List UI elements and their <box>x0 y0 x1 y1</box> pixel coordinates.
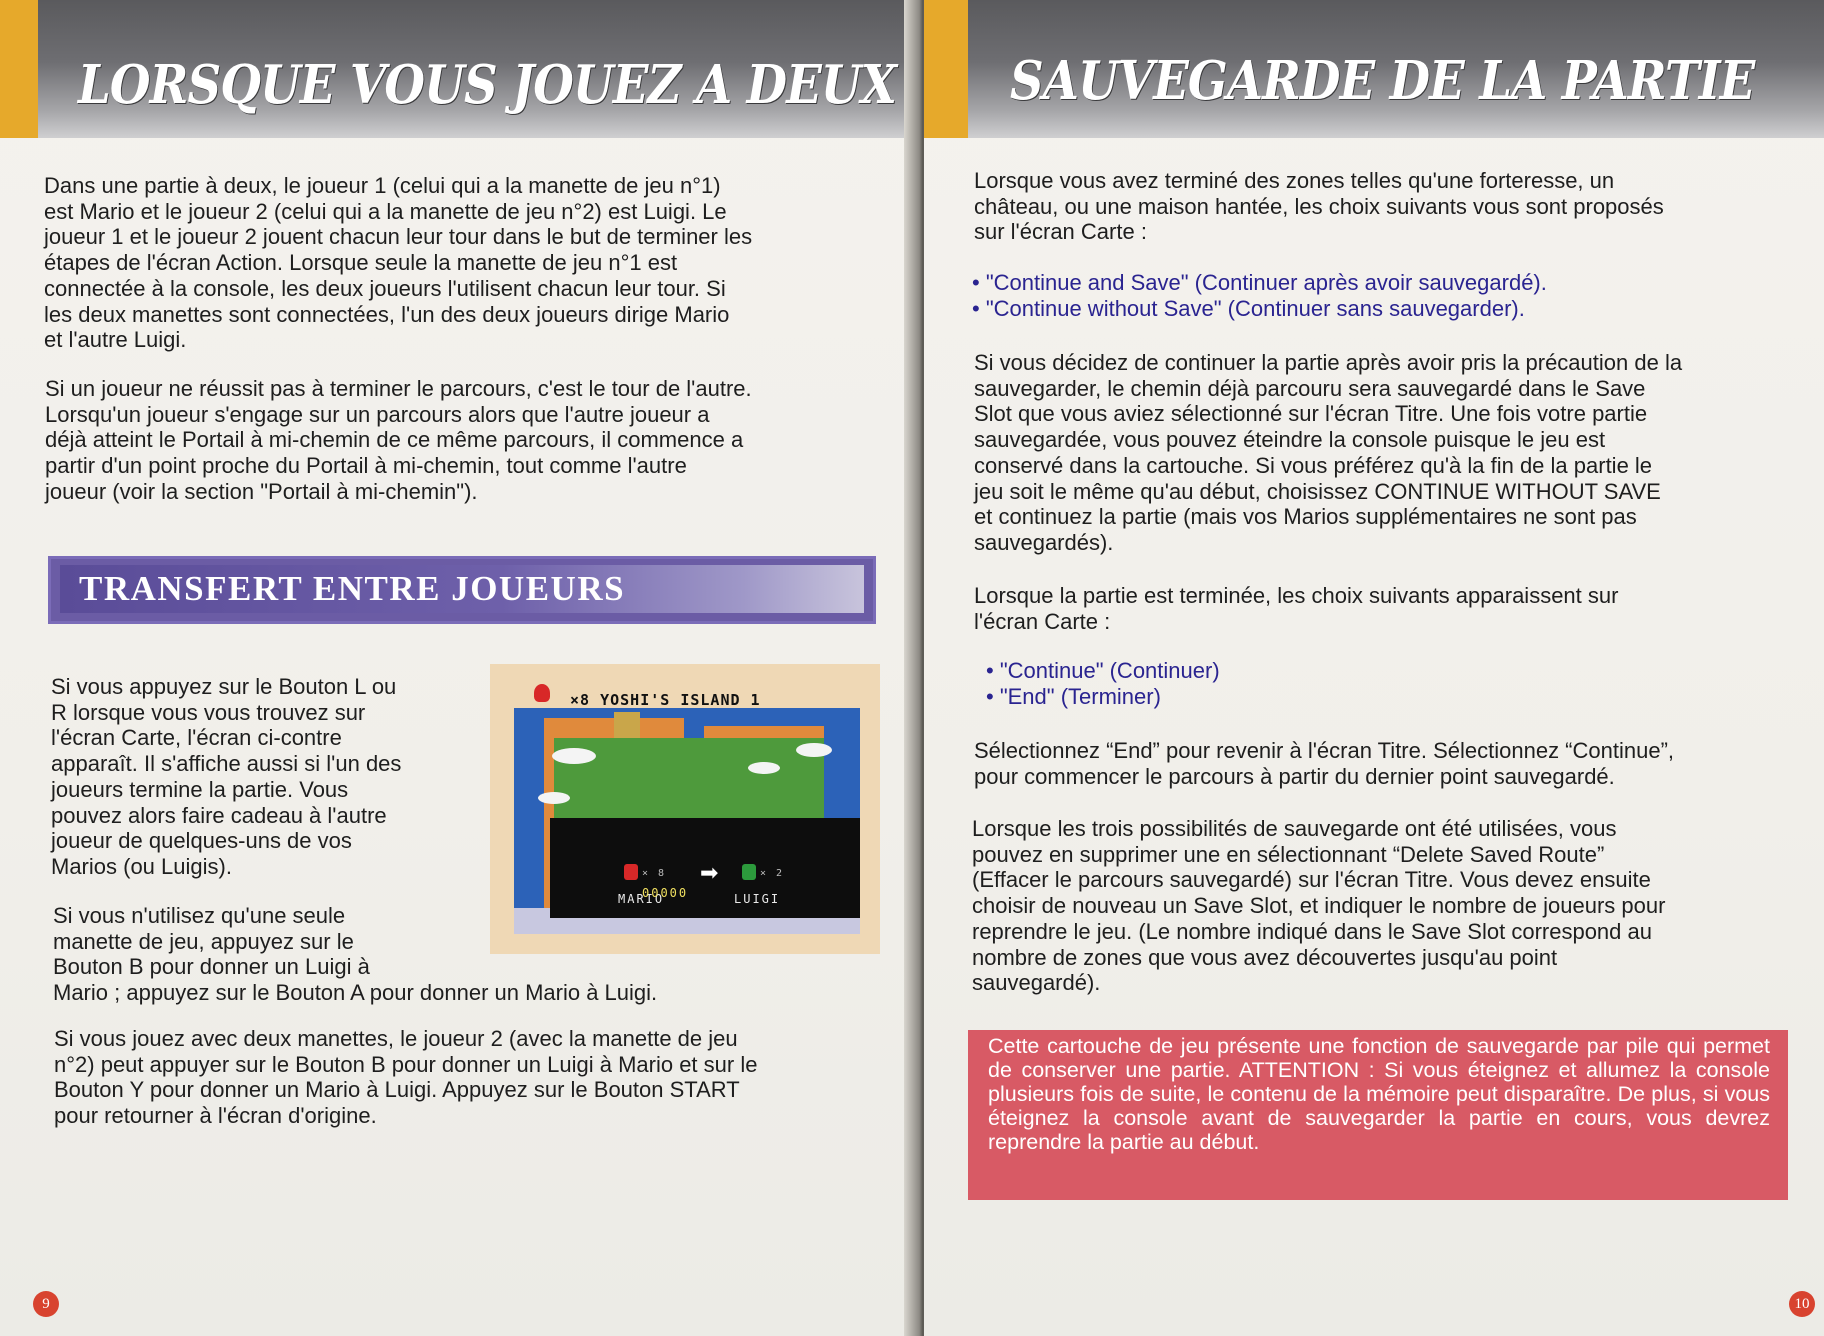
text-line: pouvez en supprimer une en sélectionnant “Delete Saved Route” <box>972 841 1605 867</box>
text-line: Mario ; appuyez sur le Bouton A pour donner un Mario à Luigi. <box>53 980 658 1006</box>
text-line: nombre de zones que vous avez découvertes jusqu'au point <box>972 944 1558 970</box>
text-line: et continuez la partie (mais vos Marios supplémentaires ne sont pas <box>974 504 1637 530</box>
text-line: n°2) peut appuyer sur le Bouton B pour donner un Luigi à Mario et sur le <box>54 1051 758 1077</box>
left-page-tab <box>0 0 38 138</box>
text-line: Sélectionnez “End” pour revenir à l'écran Titre. Sélectionnez “Continue”, <box>974 738 1675 763</box>
battery-warning-text: Cette cartouche de jeu présente une fonction de sauvegarde par pile qui permet de conserver une partie. ATTENTION : Si vous éteignez et allumez la console plusieurs fois de suite, le contenu de la mémoire peut disparaître. De plus, si vous éteignez la console avant de sauvegarder la partie en cours, vous devrez reprendre la partie au début. <box>988 1034 1770 1154</box>
text-line: R lorsque vous vous trouvez sur <box>51 699 366 725</box>
player-transfer-box <box>550 818 860 918</box>
text-line: Dans une partie à deux, le joueur 1 (celui qui a la manette de jeu n°1) <box>44 173 721 198</box>
text-line: l'écran Carte, l'écran ci-contre <box>51 725 342 751</box>
midway-paragraph <box>45 376 905 505</box>
list-item: • "Continue" (Continuer) <box>986 658 1220 683</box>
game-map-screen <box>514 708 860 934</box>
list-item: • "Continue without Save" (Continuer sans sauvegarder). <box>972 295 1525 321</box>
text-line: les deux manettes sont connectées, l'un des deux joueurs dirige Mario <box>44 301 730 327</box>
right-arrow-icon: ➡ <box>700 860 719 885</box>
mario-count: × 8 <box>642 868 667 879</box>
transfer-paragraph <box>51 674 491 880</box>
save-options-list <box>972 270 1547 321</box>
text-line: Si vous décidez de continuer la partie après avoir pris la précaution de la <box>974 350 1683 375</box>
luigi-sprite-icon <box>742 864 756 880</box>
mario-label: MARIO <box>618 892 665 906</box>
text-line: Lorsqu'un joueur s'engage sur un parcours alors que l'autre joueur a <box>45 401 710 427</box>
text-line: Lorsque vous avez terminé des zones telles qu'une forteresse, un <box>974 168 1615 193</box>
game-screenshot <box>490 664 880 954</box>
text-line: reprendre le jeu. (Le nombre indiqué dans le Save Slot correspond au <box>972 918 1652 944</box>
text-line: (Effacer le parcours sauvegardé) sur l'écran Titre. Vous devez ensuite <box>972 867 1651 893</box>
battery-warning-box <box>968 1030 1788 1200</box>
text-line: joueurs termine la partie. Vous <box>51 776 349 802</box>
continue-paragraph <box>974 350 1794 556</box>
section-title: TRANSFERT ENTRE JOUEURS <box>79 569 626 608</box>
text-line: manette de jeu, appuyez sur le <box>53 928 354 954</box>
text-line: Bouton Y pour donner un Mario à Luigi. Appuyez sur le Bouton START <box>54 1077 740 1103</box>
text-line: Bouton B pour donner un Luigi à <box>53 954 370 980</box>
text-line: sur l'écran Carte : <box>974 219 1147 245</box>
text-line: partir d'un point proche du Portail à mi-chemin, tout comme l'autre <box>45 453 687 479</box>
text-line: Si un joueur ne réussit pas à terminer le parcours, c'est le tour de l'autre. <box>45 376 752 401</box>
select-paragraph <box>974 738 1794 789</box>
page-number-left: 9 <box>33 1291 59 1317</box>
text-line: connectée à la console, les deux joueurs l'utilisent chacun leur tour. Si <box>44 275 726 301</box>
text-line: Si vous appuyez sur le Bouton L ou <box>51 674 397 699</box>
text-line: sauvegardé). <box>972 970 1101 996</box>
delete-route-paragraph <box>972 816 1792 996</box>
page-number-right: 10 <box>1789 1291 1815 1317</box>
text-line: Si vous n'utilisez qu'une seule <box>53 903 346 928</box>
text-line: Marios (ou Luigis). <box>51 853 232 879</box>
text-line: château, ou une maison hantée, les choix suivants vous sont proposés <box>974 193 1664 219</box>
text-line: pour retourner à l'écran d'origine. <box>54 1103 377 1129</box>
right-page-title: SAUVEGARDE DE LA PARTIE <box>1010 50 1755 112</box>
list-item: • "End" (Terminer) <box>986 683 1161 709</box>
text-line: pouvez alors faire cadeau à l'autre <box>51 802 387 828</box>
coin-counter: 00000 <box>642 886 689 900</box>
text-line: apparaît. Il s'affiche aussi si l'un des <box>51 751 402 777</box>
text-line: l'écran Carte : <box>974 608 1111 634</box>
text-line: sauvegarder, le chemin déjà parcouru sera sauvegardé dans le Save <box>974 375 1646 401</box>
game-over-paragraph <box>974 583 1794 634</box>
text-line: jeu soit le même qu'au début, choisissez CONTINUE WITHOUT SAVE <box>974 478 1661 504</box>
text-line: Lorsque la partie est terminée, les choix suivants apparaissent sur <box>974 583 1619 608</box>
save-intro-paragraph <box>974 168 1794 245</box>
text-line: sauvegardée, vous pouvez éteindre la console puisque le jeu est <box>974 427 1606 453</box>
screenshot-hud: ×8 YOSHI'S ISLAND 1 <box>570 691 761 709</box>
left-page-title: LORSQUE VOUS JOUEZ A DEUX <box>78 54 897 116</box>
text-line: pour commencer le parcours à partir du dernier point sauvegardé. <box>974 763 1615 789</box>
luigi-count: × 2 <box>760 868 785 879</box>
text-line: choisir de nouveau un Save Slot, et indiquer le nombre de joueurs pour <box>972 893 1666 919</box>
intro-paragraph <box>44 173 904 353</box>
text-line: conservé dans la cartouche. Si vous préférez qu'à la fin de la partie le <box>974 452 1653 478</box>
luigi-label: LUIGI <box>734 892 781 906</box>
list-item: • "Continue and Save" (Continuer après avoir sauvegardé). <box>972 270 1547 295</box>
two-pad-paragraph <box>54 1026 904 1129</box>
mario-sprite-icon <box>624 864 638 880</box>
text-line: sauvegardés). <box>974 529 1114 555</box>
end-options-list <box>986 658 1220 709</box>
right-page-tab <box>924 0 968 138</box>
text-line: Si vous jouez avec deux manettes, le joueur 2 (avec la manette de jeu <box>54 1026 738 1051</box>
text-line: étapes de l'écran Action. Lorsque seule la manette de jeu n°1 est <box>44 250 678 276</box>
text-line: déjà atteint le Portail à mi-chemin de ce même parcours, il commence a <box>45 427 744 453</box>
text-line: joueur (voir la section "Portail à mi-chemin"). <box>45 478 478 504</box>
left-page-header <box>38 0 918 138</box>
text-line: Slot que vous aviez sélectionné sur l'écran Titre. Une fois votre partie <box>974 401 1648 427</box>
section-banner <box>48 556 876 624</box>
text-line: est Mario et le joueur 2 (celui qui a la manette de jeu n°2) est Luigi. Le <box>44 198 727 224</box>
text-line: et l'autre Luigi. <box>44 327 187 353</box>
text-line: joueur 1 et le joueur 2 jouent chacun leur tour dans le but de terminer les <box>44 224 753 250</box>
text-line: joueur de quelques-uns de vos <box>51 828 352 854</box>
mario-head-icon <box>534 684 550 702</box>
right-page-header <box>968 0 1824 138</box>
text-line: Lorsque les trois possibilités de sauvegarde ont été utilisées, vous <box>972 816 1617 841</box>
